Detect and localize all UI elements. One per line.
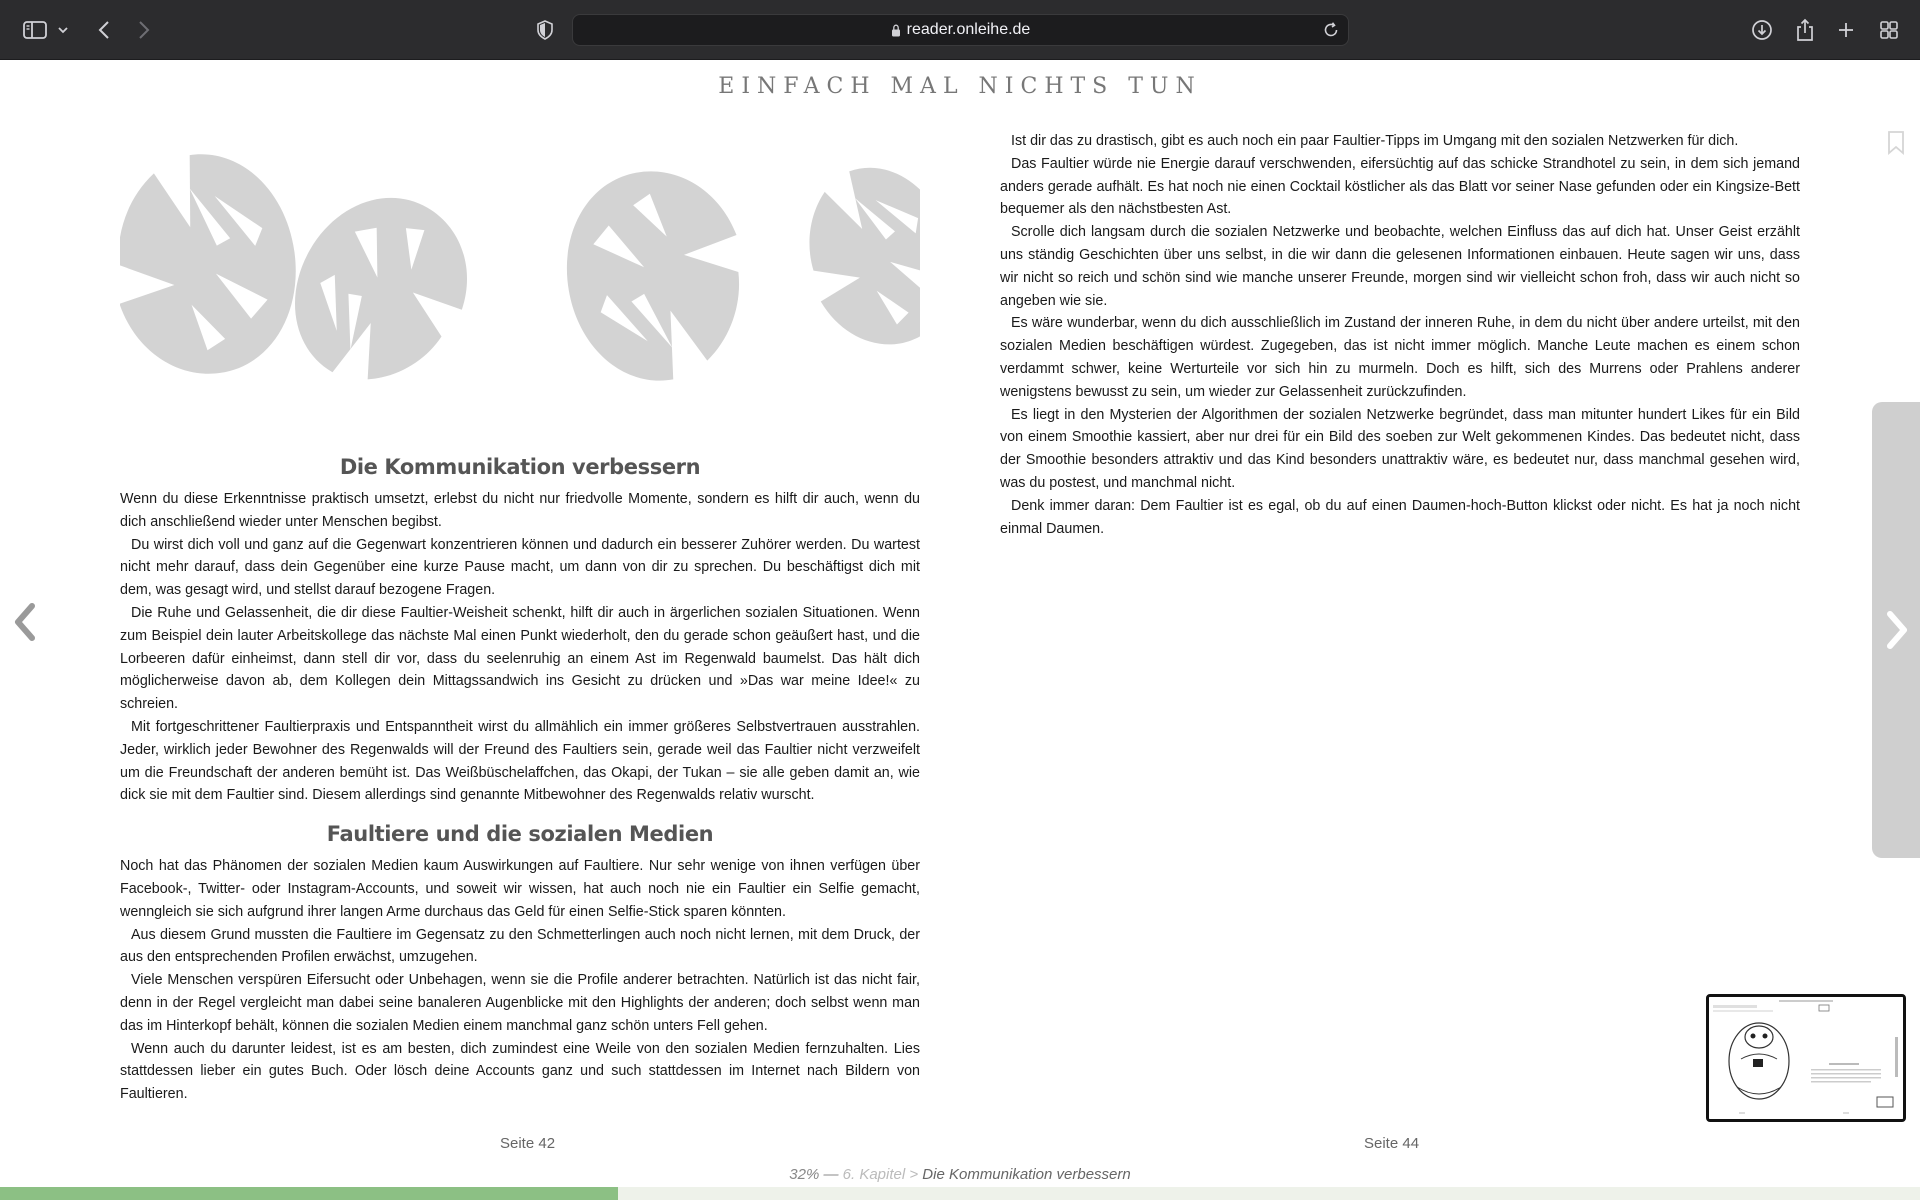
paragraph: Es liegt in den Mysterien der Algorithmen der sozialen Netzwerke begründet, dass man mitunter hundert Likes für ein Bild von einem Smoothie kassiert, aber nur drei für ein Bild des soeben zur Welt gekommenen Kindes. Das bedeutet nicht, dass der Smoothie besonders attraktiv und das Kind besonders unattraktiv wäre, es bedeutet nur, dass manchmal gesehen wird, was du postest, und manchmal nicht.	[1000, 406, 1800, 491]
paragraph: Ist dir das zu drastisch, gibt es auch noch ein paar Faultier-Tipps im Umgang mit den sozialen Netzwerken für dich.	[1011, 133, 1739, 149]
paragraph: Denk immer daran: Dem Faultier ist es egal, ob du auf einen Daumen-hoch-Button klickst oder nicht. Es hat ja noch nicht einmal Daumen.	[1000, 497, 1800, 537]
paragraph: Viele Menschen verspüren Eifersucht oder Unbehagen, wenn sie die Profile anderer betrachten. Natürlich ist das nicht fair, denn in der Regel vergleicht man dabei seine banaleren Augenblicke mit den Highlights der anderen; doch selbst wenn man das im Hinterkopf behält, können die sozialen Medien einem manchmal ganz schön unters Fell gehen.	[120, 972, 920, 1034]
paragraph: Noch hat das Phänomen der sozialen Medien kaum Auswirkungen auf Faultiere. Nur sehr wenige von ihnen verfügen über Facebook-, Twitter- oder Instagram-Accounts, und soweit wir wissen, hat auch noch nie ein Faultier ein Selfie gemacht, wenngleich sie sich aufgrund ihrer langen Arme durchaus das Geld für einen Selfie-Stick sparen könnten.	[120, 858, 920, 920]
current-section: Die Kommunikation verbessern	[922, 1166, 1131, 1183]
paragraph: Wenn auch du darunter leidest, ist es am besten, dich zumindest eine Weile von den sozialen Medien fernzuhalten. Lies stattdessen lieber ein gutes Buch. Oder lösch deine Accounts ganz und such stattdessen im Internet nach Bildern von Faultieren.	[120, 1040, 920, 1103]
download-icon[interactable]	[1750, 14, 1774, 46]
breadcrumb-separator: >	[909, 1166, 919, 1183]
share-icon[interactable]	[1794, 14, 1816, 46]
url-text: reader.onleihe.de	[906, 21, 1031, 38]
status-separator: —	[823, 1166, 839, 1183]
reader-view	[0, 60, 1920, 1200]
paragraph: Wenn du diese Erkenntnisse praktisch umsetzt, erlebst du nicht nur friedvolle Momente, sondern es hilft dir auch, wenn du dich anschließend wieder unter Menschen begibst.	[120, 491, 920, 530]
progress-percent: 32%	[789, 1166, 820, 1183]
leaf-shape	[782, 147, 920, 365]
previous-page-button[interactable]	[10, 600, 40, 644]
paragraph: Mit fortgeschrittener Faultierpraxis und Entspanntheit wirst du allmählich ein immer größeres Selbstvertrauen ausstrahlen. Jeder, wirklich jeder Bewohner des Regenwalds will der Freund des Faultiers sein, gerade weil das Faultier nicht verzweifelt um die Freundschaft der anderen bemüht ist. Das Weißbüschelaffchen, das Okapi, der Tukan – sie alle geben damit an, wie dick sie mit dem Faultier sind. Diesem allerdings sind genannte Mitbewohner des Regenwalds relativ wurscht.	[120, 718, 920, 804]
right-page-text	[1000, 130, 1800, 540]
leaf-shape	[551, 157, 760, 394]
reload-icon[interactable]	[1322, 21, 1340, 43]
progress-fill	[0, 1187, 618, 1200]
monstera-leaves-illustration	[120, 136, 920, 400]
reading-status	[0, 1166, 1920, 1183]
left-page-text	[120, 452, 920, 1106]
chevron-left-icon	[10, 600, 40, 644]
paragraph: Scrolle dich langsam durch die sozialen Netzwerke und beobachte, welchen Einfluss das auf dich hat. Unser Geist erzählt uns ständig Geschichten über uns selbst, in die wir dann die gelesenen Informationen einbauen. Heute sagen wir uns, dass wir nicht so reich und schön sind wie manche unserer Freunde, morgen sind wir vielleicht schon froh, dass wir auch nicht so angeben wie sie.	[1000, 224, 1800, 309]
running-head: EINFACH MAL NICHTS TUN	[718, 74, 1202, 99]
privacy-shield-icon[interactable]	[534, 14, 556, 46]
page-thumbnail[interactable]	[1706, 994, 1906, 1122]
left-page-number: Seite 42	[500, 1135, 556, 1152]
paragraph: Die Ruhe und Gelassenheit, die dir diese Faultier-Weisheit schenkt, hilft dir auch in ärgerlichen sozialen Situationen. Wenn zum Beispiel dein lauter Arbeitskollege das nächste Mal einen Punkt wiederholt, den du gerade schon geäußert hast, und die Lorbeeren dafür einheimst, dann stell dir vor, dass du seelenruhig an einem Ast im Regenwald baumelst. Das hält dich möglicherweise davon ab, dem Kollegen dein Mittagssandwich ins Gesicht zu drücken und »Das war meine Idee!« zu schreien.	[120, 604, 920, 713]
right-page-number: Seite 44	[1364, 1135, 1420, 1152]
chapter-heading: Die Kommunikation verbessern	[339, 455, 701, 479]
address-bar[interactable]	[572, 14, 1349, 46]
reading-progress-bar[interactable]	[0, 1187, 1920, 1200]
next-page-button[interactable]	[1872, 402, 1920, 858]
leaf-shape	[263, 167, 498, 400]
leaf-shape	[120, 143, 310, 386]
chevron-down-icon[interactable]	[56, 14, 70, 46]
paragraph: Du wirst dich voll und ganz auf die Gegenwart konzentrieren können und dadurch ein besserer Zuhörer werden. Du wartest nicht mehr darauf, dass dein Gegenüber eine kurze Pause macht, um dann von dir zu sprechen. Du beschäftigst dich mit dem, was gesagt wird, und stellst darauf bezogene Fragen.	[120, 536, 920, 599]
forward-arrow-icon[interactable]	[134, 14, 154, 46]
paragraph: Aus diesem Grund mussten die Faultiere im Gegensatz zu den Schmetterlingen auch noch nicht lernen, mit dem Druck, der aus den entsprechenden Profilen erwächst, umzugehen.	[120, 926, 920, 966]
plus-icon[interactable]	[1836, 14, 1856, 46]
chapter-link[interactable]: 6. Kapitel	[842, 1166, 906, 1183]
section-heading: Faultiere und die sozialen Medien	[326, 822, 714, 847]
bookmark-icon[interactable]	[1886, 130, 1906, 160]
paragraph: Es wäre wunderbar, wenn du dich ausschließlich im Zustand der inneren Ruhe, in dem du nicht über andere urteilst, mit den sozialen Medien beschäftigen würdest. Zugegeben, das ist nicht immer möglich. Manche Leute machen es einem schon verdammt schwer, keine Werturteile vor sich hin zu murmeln. Doch es hilft, sich des Murrens oder Prahlens anderer wenigstens bewusst zu sein, um wieder zur Gelassenheit zurückzufinden.	[1000, 315, 1800, 400]
lock-icon	[891, 24, 901, 37]
browser-toolbar	[0, 0, 1920, 60]
chevron-right-icon	[1882, 608, 1912, 652]
paragraph: Das Faultier würde nie Energie darauf verschwenden, eifersüchtig auf das schicke Strandhotel zu sein, in dem sich jemand anders gerade aufhält. Es hat noch nie einen Cocktail köstlicher als das Blatt vor seiner Nase gefunden oder ein Kingsize-Bett bequemer als den nächstbesten Ast.	[1000, 155, 1800, 218]
sidebar-icon[interactable]	[22, 14, 48, 46]
tab-overview-icon[interactable]	[1878, 14, 1900, 46]
back-arrow-icon[interactable]	[94, 14, 114, 46]
